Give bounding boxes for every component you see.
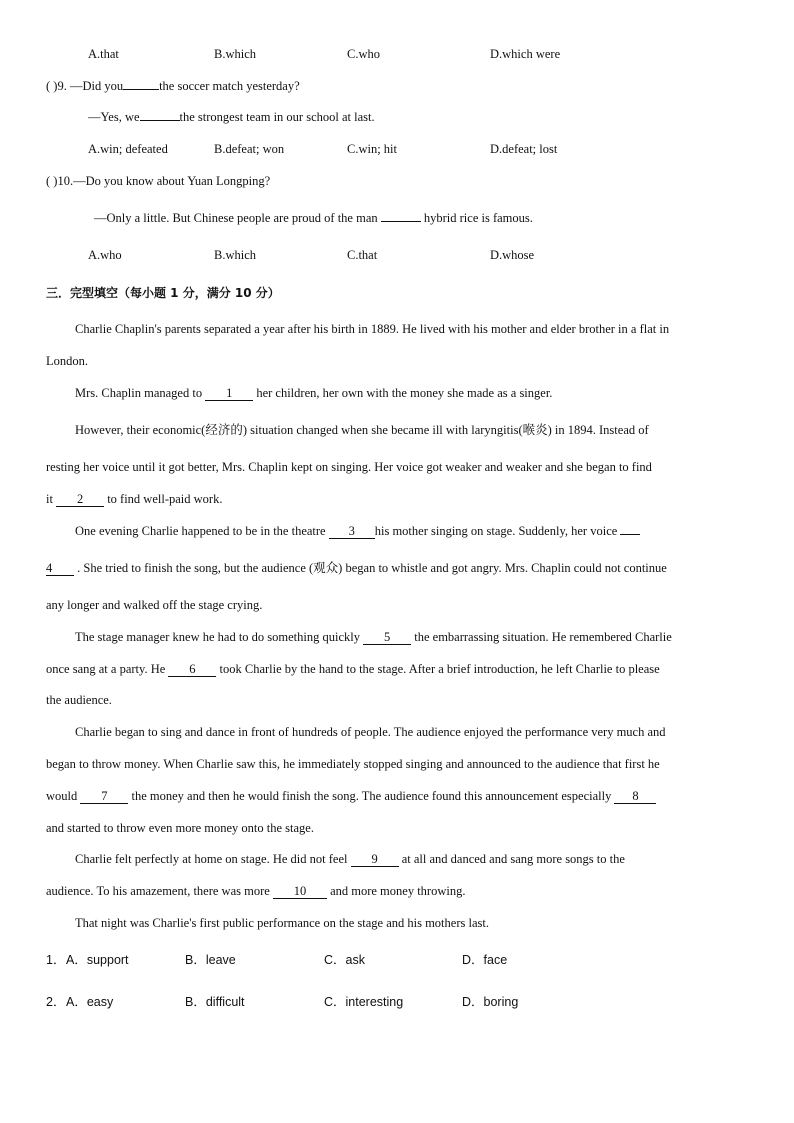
blank-7[interactable]: 7 — [80, 790, 128, 804]
blank-10[interactable]: 10 — [273, 885, 327, 899]
q2-option-a[interactable]: A．easy — [66, 995, 114, 1009]
p5-text-a: The stage manager knew he had to do something quickly — [75, 630, 364, 644]
q9-reply-a: —Yes, we — [88, 110, 140, 124]
q1-option-c[interactable]: C．ask — [324, 953, 365, 967]
blank-9[interactable]: 9 — [351, 853, 399, 867]
q10-blank[interactable] — [381, 221, 421, 222]
q8-option-c: C.who — [347, 47, 380, 61]
q9-option-a: A.win; defeated — [88, 142, 168, 156]
q9-blank-1[interactable] — [123, 89, 159, 90]
answer-paren[interactable]: ( ) — [46, 79, 58, 93]
passage-p6-line3 — [46, 788, 656, 804]
passage-p6-line2: began to throw money. When Charlie saw this, he immediately stopped singing and announced to the audience that first he — [46, 757, 660, 771]
passage-p5-line2 — [46, 661, 660, 677]
p2-text-b: her children, her own with the money she made as a singer. — [253, 386, 553, 400]
q10-reply-a: —Only a little. But Chinese people are proud of the man — [94, 211, 381, 225]
p7-text-a: Charlie felt perfectly at home on stage. He did not feel — [75, 852, 351, 866]
passage-p2 — [75, 385, 552, 401]
passage-p7-line1 — [75, 851, 625, 867]
blank-8[interactable]: 8 — [614, 790, 656, 804]
q9-option-c: C.win; hit — [347, 142, 398, 156]
p5-text-c: once sang at a party. He — [46, 662, 169, 676]
p3-text-a: it — [46, 492, 57, 506]
q10-option-d: D.whose — [490, 248, 535, 262]
q8-option-d: D.which were — [490, 47, 561, 61]
q10-reply-b: hybrid rice is famous. — [420, 211, 533, 225]
p7-text-c: audience. To his amazement, there was more — [46, 884, 273, 898]
q9-reply-b: the strongest team in our school at last. — [179, 110, 375, 124]
q8-option-a: A.that — [88, 47, 119, 61]
question-number: 9. — [57, 79, 70, 93]
p3-text-b: to find well-paid work. — [104, 492, 223, 506]
passage-p4-line2 — [46, 560, 667, 576]
passage-p4-line1 — [75, 523, 640, 539]
p2-text-a: Mrs. Chaplin managed to — [75, 386, 206, 400]
question-10-line2 — [94, 210, 533, 226]
question-9-line1 — [46, 78, 300, 94]
q2-option-b[interactable]: B．difficult — [185, 995, 245, 1009]
q1-option-d[interactable]: D．face — [462, 953, 508, 967]
q10-text: —Do you know about Yuan Longping? — [73, 174, 271, 188]
q10-option-b: B.which — [214, 248, 257, 262]
q9-text-b: the soccer match yesterday? — [159, 79, 300, 93]
passage-p3-line3 — [46, 491, 222, 507]
passage-p7-line2 — [46, 883, 465, 899]
blank-4-start[interactable] — [620, 534, 640, 535]
q9-option-b: B.defeat; won — [214, 142, 285, 156]
q8-option-b: B.which — [214, 47, 257, 61]
question-1-number: 1． — [46, 953, 66, 967]
p7-text-d: and more money throwing. — [326, 884, 466, 898]
question-2-number: 2． — [46, 995, 66, 1009]
q9-option-d: D.defeat; lost — [490, 142, 558, 156]
answer-paren[interactable]: ( ) — [46, 174, 58, 188]
p6-text-b: the money and then he would finish the song. The audience found this announcement especially — [128, 789, 615, 803]
blank-6[interactable]: 6 — [168, 663, 216, 677]
question-number: 10. — [57, 174, 74, 188]
passage-p1-line2: London. — [46, 354, 89, 368]
p4-text-c: . She tried to finish the song, but the audience (观众) began to whistle and got angry. Mrs. Chaplin could not continue — [74, 561, 667, 575]
q1-option-a[interactable]: A．support — [66, 953, 129, 967]
q1-option-b[interactable]: B．leave — [185, 953, 236, 967]
passage-p6-line1: Charlie began to sing and dance in front of hundreds of people. The audience enjoyed the performance very much and — [75, 725, 666, 739]
passage-p3-line2: resting her voice until it got better, Mrs. Chaplin kept on singing. Her voice got weaker and weaker and she began to find — [46, 460, 652, 474]
blank-2[interactable]: 2 — [56, 493, 104, 507]
passage-p4-line3: any longer and walked off the stage crying. — [46, 598, 263, 612]
q2-option-d[interactable]: D．boring — [462, 995, 519, 1009]
p4-text-a: One evening Charlie happened to be in the theatre — [75, 524, 329, 538]
q10-option-a: A.who — [88, 248, 122, 262]
p7-text-b: at all and danced and sang more songs to the — [398, 852, 625, 866]
blank-4[interactable]: 4 — [46, 562, 74, 576]
p5-text-b: the embarrassing situation. He remembered Charlie — [411, 630, 672, 644]
q2-option-c[interactable]: C．interesting — [324, 995, 404, 1009]
p6-text-a: would — [46, 789, 81, 803]
blank-5[interactable]: 5 — [363, 631, 411, 645]
blank-3[interactable]: 3 — [329, 525, 375, 539]
blank-1[interactable]: 1 — [205, 387, 253, 401]
question-10-line1 — [46, 173, 270, 189]
question-9-line2 — [88, 109, 375, 125]
q9-blank-2[interactable] — [140, 120, 180, 121]
q10-option-c: C.that — [347, 248, 378, 262]
passage-p6-line4: and started to throw even more money onto the stage. — [46, 821, 314, 835]
passage-p1-line1: Charlie Chaplin's parents separated a year after his birth in 1889. He lived with his mother and elder brother in a flat in — [75, 322, 670, 336]
p4-text-b: his mother singing on stage. Suddenly, her voice — [374, 524, 621, 538]
passage-p8: That night was Charlie's first public performance on the stage and his mothers last. — [75, 916, 489, 930]
p5-text-d: took Charlie by the hand to the stage. After a brief introduction, he left Charlie to please — [216, 662, 660, 676]
passage-p5-line3: the audience. — [46, 693, 112, 707]
section-heading: 三．完型填空（每小题 1 分，满分 10 分） — [46, 286, 280, 300]
q9-text-a: —Did you — [69, 79, 124, 93]
passage-p3-line1: However, their economic(经济的) situation changed when she became ill with laryngitis(喉炎) in 1894. Instead of — [75, 423, 649, 437]
passage-p5-line1 — [75, 629, 672, 645]
